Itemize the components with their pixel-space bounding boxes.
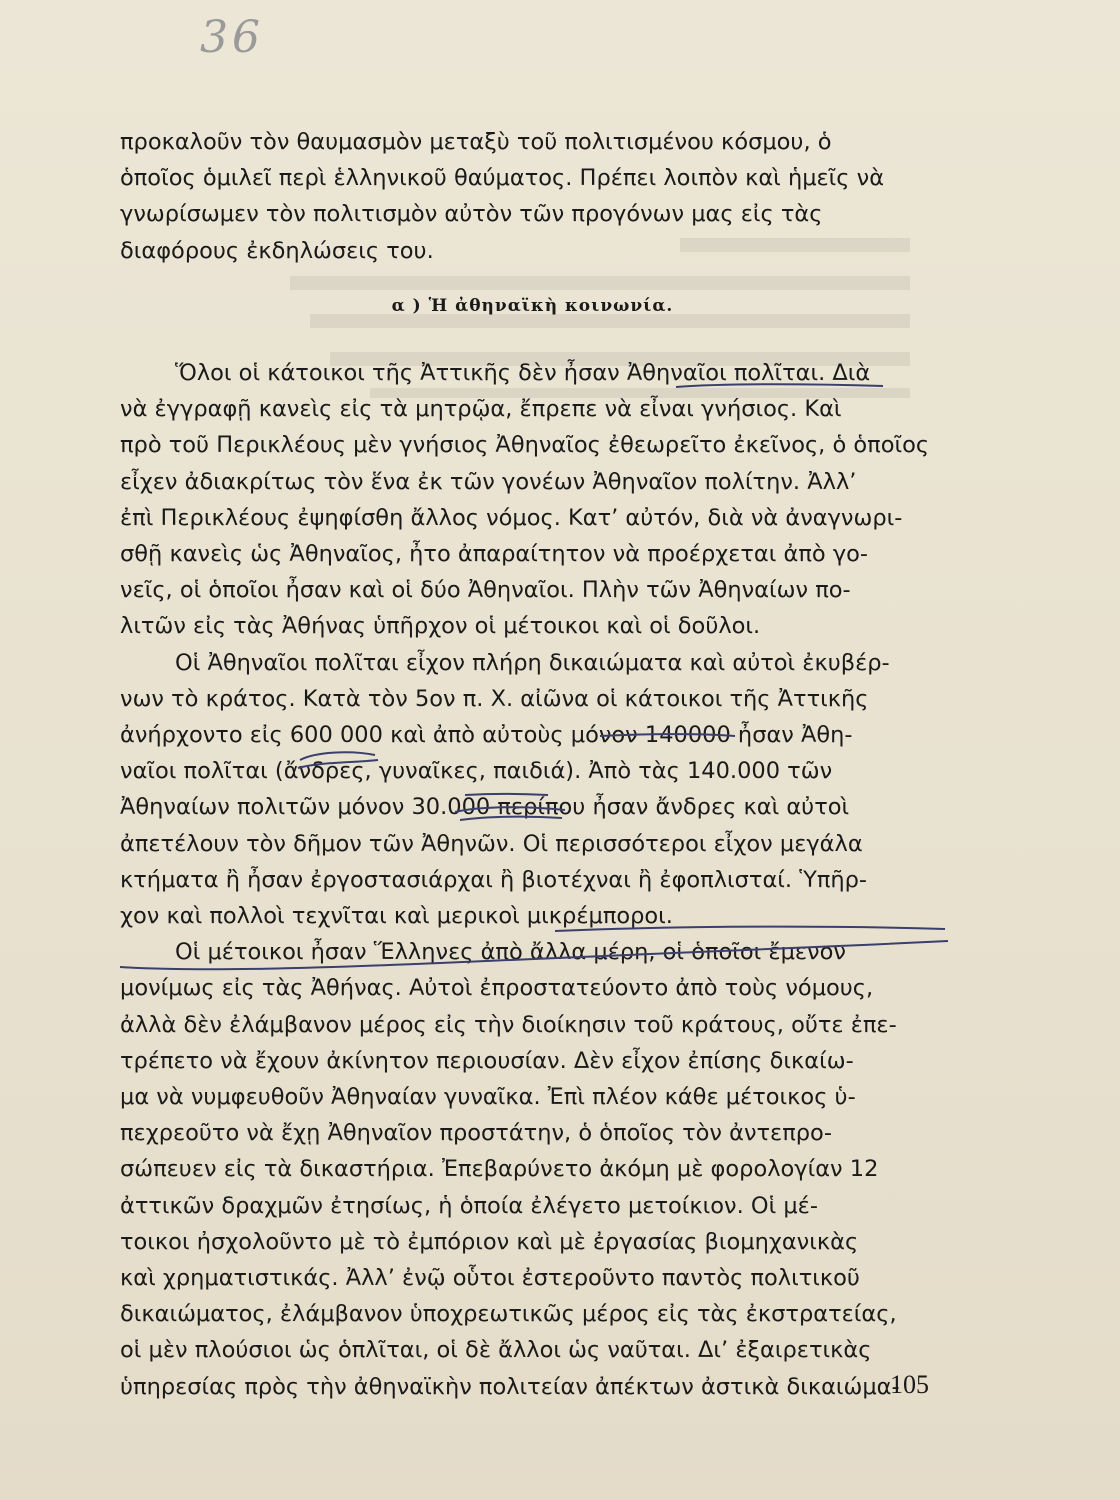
section-heading: α ) Ἡ ἀθηναϊκὴ κοινωνία. [391, 296, 674, 316]
text-line: νὰ ἐγγραφῇ κανεὶς εἰς τὰ μητρῷα, ἔπρεπε νὰ εἶναι γνήσιος. Καὶ [120, 396, 842, 423]
handwritten-page-note: 36 [200, 12, 264, 63]
text-line: ὁποῖος ὁμιλεῖ περὶ ἑλληνικοῦ θαύματος. Πρέπει λοιπὸν καὶ ἡμεῖς νὰ [120, 165, 885, 192]
text-line: ὑπηρεσίας πρὸς τὴν ἀθηναϊκὴν πολιτείαν ἀπέκτων ἀστικὰ δικαιώμα- [120, 1373, 900, 1400]
text-line: προκαλοῦν τὸν θαυμασμὸν μεταξὺ τοῦ πολιτισμένου κόσμου, ὁ [120, 129, 832, 155]
text-line: Οἱ Ἀθηναῖοι πολῖται εἶχον πλήρη δικαιώματα καὶ αὐτοὶ ἐκυβέρ- [175, 649, 890, 676]
text-line: νων τὸ κράτος. Κατὰ τὸν 5ον π. Χ. αἰῶνα οἱ κάτοικοι τῆς Ἀττικῆς [120, 685, 869, 712]
text-line: τοικοι ἠσχολοῦντο μὲ τὸ ἐμπόριον καὶ μὲ ἐργασίας βιομηχανικὰς [120, 1228, 859, 1255]
paragraph-citizens-rights [120, 645, 945, 935]
text-line: χον καὶ πολλοὶ τεχνῖται καὶ μερικοὶ μικρέμποροι. [120, 903, 673, 930]
text-line: μονίμως εἰς τὰς Ἀθήνας. Αὐτοὶ ἐπροστατεύοντο ἀπὸ τοὺς νόμους, [120, 975, 874, 1002]
text-line: Ἀθηναίων πολιτῶν μόνον 30.000 περίπου ἦσαν ἄνδρες καὶ αὐτοὶ [120, 794, 850, 821]
main-text [120, 355, 945, 1405]
text-line: καὶ χρηματιστικάς. Ἀλλ’ ἐνῷ οὗτοι ἐστεροῦντο παντὸς πολιτικοῦ [120, 1265, 860, 1292]
text-line: σθῇ κανεὶς ὡς Ἀθηναῖος, ἦτο ἀπαραίτητον νὰ προέρχεται ἀπὸ γο- [120, 541, 869, 568]
text-line: ἐπὶ Περικλέους ἐψηφίσθη ἄλλος νόμος. Κατ’ αὐτόν, διὰ νὰ ἀναγνωρι- [120, 504, 903, 531]
text-line: Οἱ μέτοικοι ἦσαν Ἕλληνες ἀπὸ ἄλλα μέρη, οἱ ὁποῖοι ἔμενον [175, 939, 846, 966]
text-line: διαφόρους ἐκδηλώσεις του. [120, 237, 434, 264]
text-line: σώπευεν εἰς τὰ δικαστήρια. Ἐπεβαρύνετο ἀκόμη μὲ φορολογίαν 12 [120, 1156, 879, 1183]
text-line: λιτῶν εἰς τὰς Ἀθήνας ὑπῆρχον οἱ μέτοικοι καὶ οἱ δοῦλοι. [120, 613, 761, 640]
paragraph-metics [120, 934, 945, 1405]
text-line: ἀλλὰ δὲν ἐλάμβανον μέρος εἰς τὴν διοίκησιν τοῦ κράτους, οὔτε ἐπε- [120, 1011, 897, 1038]
page-number: 105 [890, 1370, 929, 1399]
text-line: γνωρίσωμεν τὸν πολιτισμὸν αὐτὸν τῶν προγόνων μας εἰς τὰς [120, 201, 823, 228]
text-line: κτήματα ἢ ἦσαν ἐργοστασιάρχαι ἢ βιοτέχναι ἢ ἐφοπλισταί. Ὑπῆρ- [120, 866, 868, 893]
text-line: μα νὰ νυμφευθοῦν Ἀθηναίαν γυναῖκα. Ἐπὶ πλέον κάθε μέτοικος ὑ- [120, 1084, 856, 1111]
paragraph-citizens-definition [120, 355, 945, 645]
text-line: ἀνήρχοντο εἰς 600 000 καὶ ἀπὸ αὐτοὺς μόνον 140000 ἦσαν Ἀθη- [120, 722, 853, 749]
text-line: πρὸ τοῦ Περικλέους μὲν γνήσιος Ἀθηναῖος ἐθεωρεῖτο ἐκεῖνος, ὁ ὁποῖος [120, 432, 930, 459]
text-line: Ὅλοι οἱ κάτοικοι τῆς Ἀττικῆς δὲν ἦσαν Ἀθηναῖοι πολῖται. Διὰ [175, 360, 871, 386]
intro-paragraph [120, 124, 945, 269]
text-line: τρέπετο νὰ ἔχουν ἀκίνητον περιουσίαν. Δὲν εἶχον ἐπίσης δικαίω- [120, 1047, 854, 1074]
text-line: ναῖοι πολῖται (ἄνδρες, γυναῖκες, παιδιά). Ἀπὸ τὰς 140.000 τῶν [120, 758, 833, 785]
text-line: ἀπετέλουν τὸν δῆμον τῶν Ἀθηνῶν. Οἱ περισσότεροι εἶχον μεγάλα [120, 830, 863, 857]
text-line: πεχρεοῦτο νὰ ἔχῃ Ἀθηναῖον προστάτην, ὁ ὁποῖος τὸν ἀντεπρο- [120, 1120, 832, 1147]
text-line: δικαιώματος, ἐλάμβανον ὑποχρεωτικῶς μέρος εἰς τὰς ἐκστρατείας, [120, 1301, 897, 1328]
text-line: οἱ μὲν πλούσιοι ὡς ὁπλῖται, οἱ δὲ ἄλλοι ὡς ναῦται. Δι’ ἐξαιρετικὰς [120, 1337, 872, 1364]
text-line: νεῖς, οἱ ὁποῖοι ἦσαν καὶ οἱ δύο Ἀθηναῖοι. Πλὴν τῶν Ἀθηναίων πο- [120, 577, 851, 604]
text-line: εἶχεν ἀδιακρίτως τὸν ἕνα ἐκ τῶν γονέων Ἀθηναῖον πολίτην. Ἀλλ’ [120, 468, 857, 495]
text-line: ἀττικῶν δραχμῶν ἐτησίως, ἡ ὁποία ἐλέγετο μετοίκιον. Οἱ μέ- [120, 1192, 818, 1219]
